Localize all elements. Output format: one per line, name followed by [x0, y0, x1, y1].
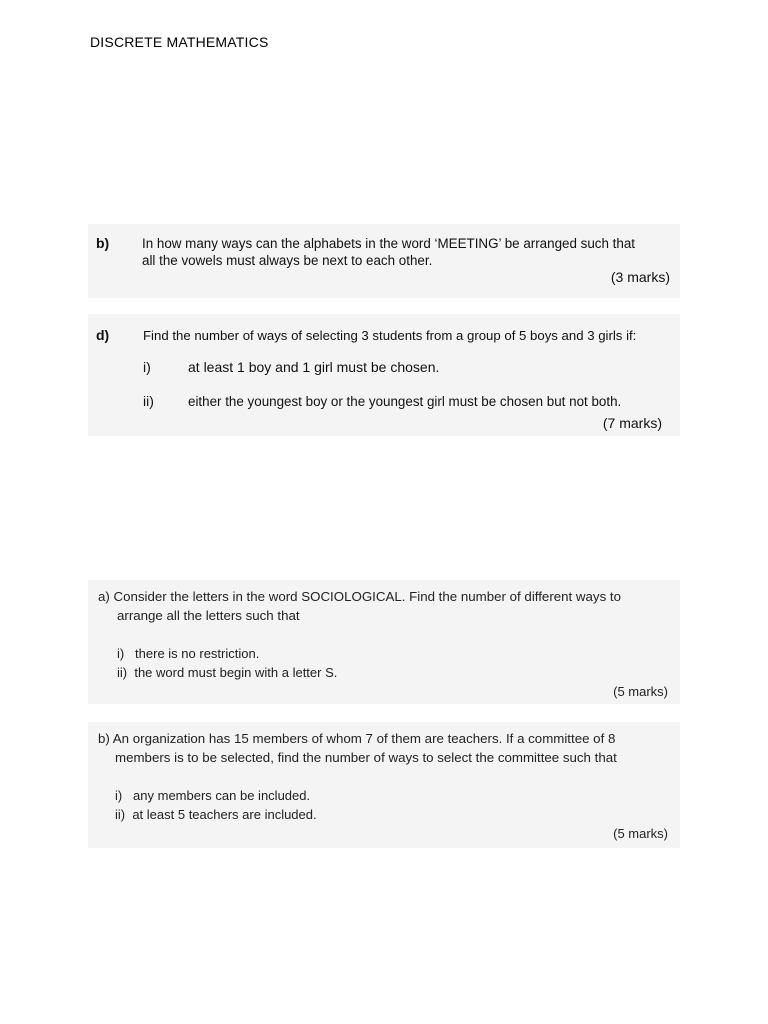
question-line-1: b) An organization has 15 members of whom 7 of them are teachers. If a committee of 8: [98, 731, 616, 746]
part-text: either the youngest boy or the youngest girl must be chosen but not both.: [188, 394, 622, 409]
question-a-sociological: [88, 580, 680, 704]
question-line-2: arrange all the letters such that: [117, 608, 300, 623]
question-b-committee: [88, 722, 680, 848]
question-stem: Find the number of ways of selecting 3 students from a group of 5 boys and 3 girls if:: [143, 328, 637, 343]
question-line-2: all the vowels must always be next to each other.: [142, 253, 433, 268]
question-d-students: [88, 314, 680, 436]
question-label: d): [96, 327, 110, 343]
marks-label: (5 marks): [613, 826, 668, 841]
part-text: at least 1 boy and 1 girl must be chosen.: [188, 359, 440, 375]
part-text: ii) at least 5 teachers are included.: [115, 807, 317, 822]
marks-label: (3 marks): [610, 269, 670, 285]
part-label: i): [143, 359, 151, 375]
part-text: i) any members can be included.: [115, 788, 311, 803]
part-text: i) there is no restriction.: [117, 646, 260, 661]
question-line-1: a) Consider the letters in the word SOCIOLOGICAL. Find the number of different ways to: [98, 589, 622, 604]
page-title: DISCRETE MATHEMATICS: [90, 34, 269, 50]
question-label: b): [96, 235, 110, 251]
marks-label: (7 marks): [602, 415, 662, 431]
part-text: ii) the word must begin with a letter S.: [117, 665, 338, 680]
question-line-2: members is to be selected, find the number of ways to select the committee such that: [115, 750, 617, 765]
part-label: ii): [143, 393, 154, 409]
marks-label: (5 marks): [613, 684, 668, 699]
question-b-meeting: [88, 224, 680, 298]
question-line-1: In how many ways can the alphabets in the word ‘MEETING’ be arranged such that: [142, 236, 635, 251]
